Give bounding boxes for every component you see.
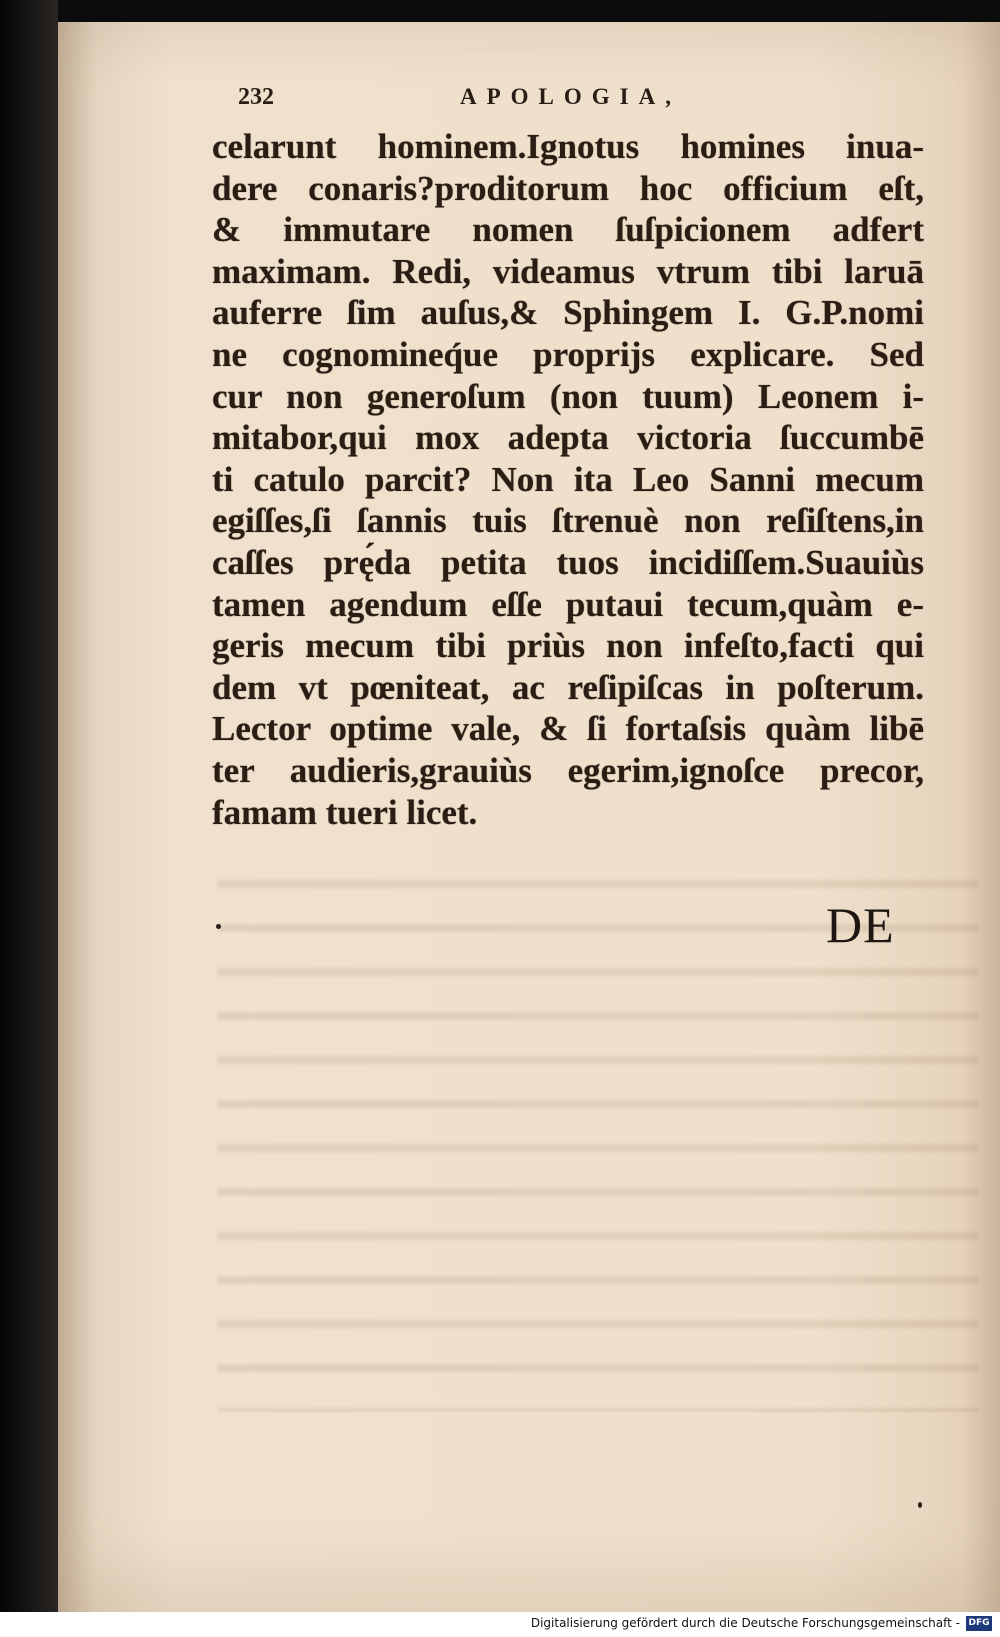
text-line: ne cognomineq́ue proprijs explicare. Sed bbox=[212, 334, 924, 374]
text-line: ter audieris,grauiùs egerim,ignoſce precor, bbox=[212, 750, 924, 790]
ink-speck bbox=[918, 1502, 922, 1508]
scan-background-strip bbox=[0, 0, 58, 1637]
text-line: maximam. Redi, videamus vtrum tibi laruā bbox=[212, 251, 924, 291]
digitization-footer bbox=[0, 1612, 1000, 1637]
text-line: ti catulo parcit? Non ita Leo Sanni mecum bbox=[212, 459, 924, 499]
text-line: egiſſes,ſi ſannis tuis ſtrenuè non reſiſtens,in bbox=[212, 501, 924, 541]
text-line: geris mecum tibi priùs non infeſto,facti qui bbox=[212, 626, 924, 666]
text-line: & immutare nomen ſuſpicionem adfert bbox=[212, 210, 924, 250]
text-line: dem vt pœniteat, ac reſipiſcas in poſterum. bbox=[212, 667, 924, 707]
text-line: cur non generoſum (non tuum) Leonem i- bbox=[212, 376, 924, 416]
text-line: tamen agendum eſſe putaui tecum,quàm e- bbox=[212, 584, 924, 624]
running-head: APOLOGIA, bbox=[460, 84, 681, 109]
body-text bbox=[212, 126, 924, 833]
catchword: DE bbox=[826, 897, 895, 953]
text-line: celarunt hominem.Ignotus homines inua- bbox=[212, 127, 924, 166]
dfg-logo: DFG bbox=[966, 1616, 992, 1631]
text-line: Lector optime vale, & ſi fortaſsis quàm libē bbox=[212, 709, 924, 749]
text-line: famam tueri licet. bbox=[212, 792, 478, 832]
text-line: mitabor,qui mox adepta victoria ſuccumbē bbox=[212, 418, 924, 458]
text-line: caſſes prę́da petita tuos incidiſſem.Suauiùs bbox=[212, 542, 924, 582]
text-line: auferre ſim auſus,& Sphingem I. G.P.nomi bbox=[212, 293, 924, 333]
page-header bbox=[238, 84, 918, 114]
page-number: 232 bbox=[238, 84, 274, 110]
text-line: dere conaris?proditorum hoc officium eſt, bbox=[212, 168, 924, 208]
ink-speck bbox=[216, 924, 221, 929]
funding-credit: Digitalisierung gefördert durch die Deutsche Forschungsgemeinschaft - bbox=[530, 1616, 960, 1630]
